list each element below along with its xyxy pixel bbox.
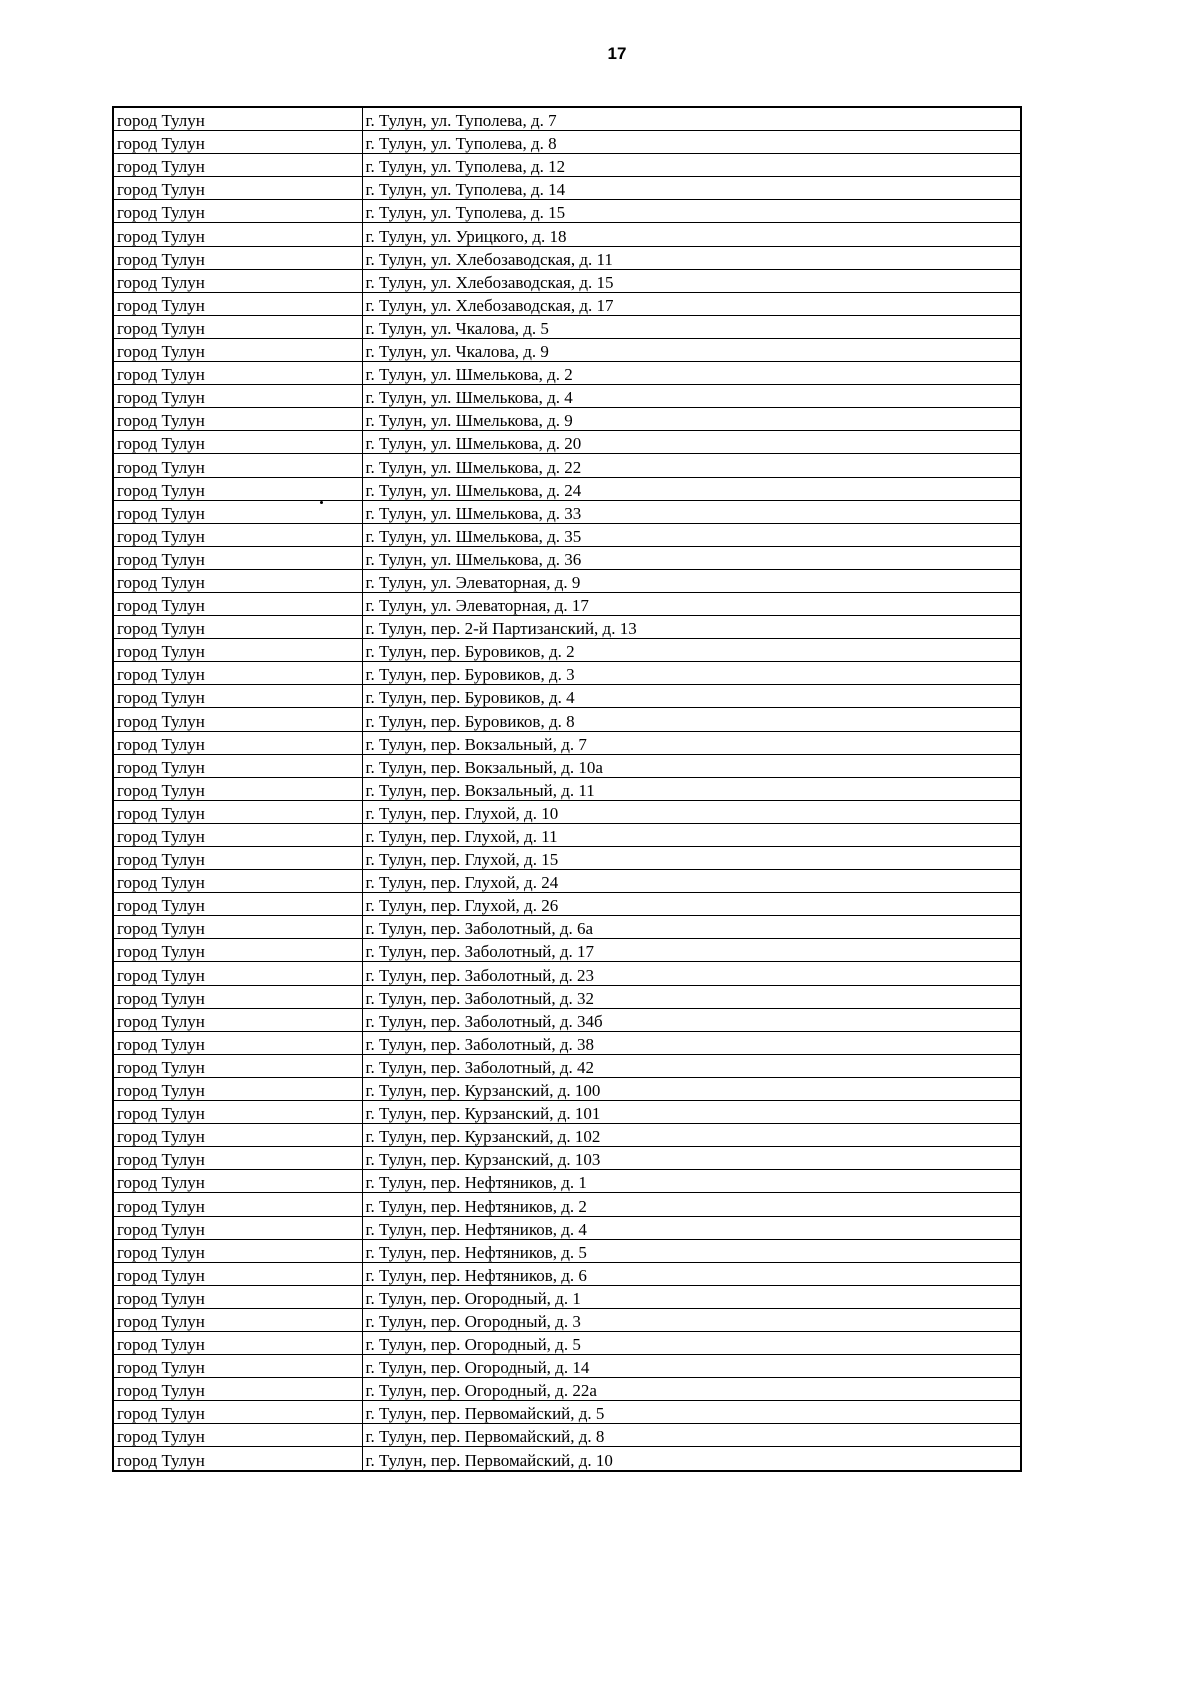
table-row [113, 1239, 1021, 1262]
municipality-cell: город Тулун [113, 1285, 362, 1308]
municipality-cell: город Тулун [113, 338, 362, 361]
municipality-cell: город Тулун [113, 408, 362, 431]
table-row [113, 362, 1021, 385]
table-row [113, 1008, 1021, 1031]
address-cell: г. Тулун, пер. Заболотный, д. 34б [362, 1008, 1021, 1031]
address-cell: г. Тулун, пер. Нефтяников, д. 4 [362, 1216, 1021, 1239]
table-row [113, 523, 1021, 546]
address-cell: г. Тулун, пер. Глухой, д. 24 [362, 870, 1021, 893]
table-row [113, 754, 1021, 777]
municipality-cell: город Тулун [113, 939, 362, 962]
table-row [113, 269, 1021, 292]
municipality-cell: город Тулун [113, 1262, 362, 1285]
address-cell: г. Тулун, пер. Огородный, д. 14 [362, 1355, 1021, 1378]
address-cell: г. Тулун, пер. Глухой, д. 11 [362, 823, 1021, 846]
municipality-cell: город Тулун [113, 1216, 362, 1239]
municipality-cell: город Тулун [113, 546, 362, 569]
municipality-cell: город Тулун [113, 708, 362, 731]
table-row [113, 1447, 1021, 1471]
table-row [113, 1378, 1021, 1401]
municipality-cell: город Тулун [113, 362, 362, 385]
municipality-cell: город Тулун [113, 870, 362, 893]
municipality-cell: город Тулун [113, 131, 362, 154]
table-row [113, 1147, 1021, 1170]
municipality-cell: город Тулун [113, 523, 362, 546]
address-cell: г. Тулун, ул. Чкалова, д. 9 [362, 338, 1021, 361]
municipality-cell: город Тулун [113, 800, 362, 823]
municipality-cell: город Тулун [113, 1054, 362, 1077]
municipality-cell: город Тулун [113, 639, 362, 662]
municipality-cell: город Тулун [113, 1331, 362, 1354]
address-cell: г. Тулун, пер. Нефтяников, д. 5 [362, 1239, 1021, 1262]
table-row [113, 177, 1021, 200]
address-cell: г. Тулун, пер. 2-й Партизанский, д. 13 [362, 616, 1021, 639]
table-row [113, 985, 1021, 1008]
address-cell: г. Тулун, ул. Хлебозаводская, д. 17 [362, 292, 1021, 315]
municipality-cell: город Тулун [113, 1124, 362, 1147]
municipality-cell: город Тулун [113, 847, 362, 870]
address-cell: г. Тулун, пер. Нефтяников, д. 6 [362, 1262, 1021, 1285]
table-row [113, 408, 1021, 431]
address-cell: г. Тулун, пер. Буровиков, д. 3 [362, 662, 1021, 685]
address-cell: г. Тулун, ул. Урицкого, д. 18 [362, 223, 1021, 246]
address-cell: г. Тулун, пер. Буровиков, д. 2 [362, 639, 1021, 662]
municipality-cell: город Тулун [113, 1378, 362, 1401]
municipality-cell: город Тулун [113, 916, 362, 939]
address-cell: г. Тулун, пер. Курзанский, д. 101 [362, 1101, 1021, 1124]
municipality-cell: город Тулун [113, 177, 362, 200]
municipality-cell: город Тулун [113, 662, 362, 685]
municipality-cell: город Тулун [113, 777, 362, 800]
table-row [113, 777, 1021, 800]
municipality-cell: город Тулун [113, 246, 362, 269]
table-row [113, 223, 1021, 246]
table-row [113, 477, 1021, 500]
municipality-cell: город Тулун [113, 154, 362, 177]
address-cell: г. Тулун, пер. Нефтяников, д. 2 [362, 1193, 1021, 1216]
address-cell: г. Тулун, пер. Буровиков, д. 8 [362, 708, 1021, 731]
table-row [113, 154, 1021, 177]
address-cell: г. Тулун, пер. Вокзальный, д. 10а [362, 754, 1021, 777]
address-cell: г. Тулун, пер. Заболотный, д. 23 [362, 962, 1021, 985]
address-table-body [113, 107, 1021, 1471]
address-cell: г. Тулун, ул. Туполева, д. 14 [362, 177, 1021, 200]
table-row [113, 1054, 1021, 1077]
stray-dot [320, 501, 323, 504]
municipality-cell: город Тулун [113, 1008, 362, 1031]
table-row [113, 200, 1021, 223]
address-cell: г. Тулун, пер. Буровиков, д. 4 [362, 685, 1021, 708]
table-row [113, 731, 1021, 754]
municipality-cell: город Тулун [113, 962, 362, 985]
municipality-cell: город Тулун [113, 893, 362, 916]
address-cell: г. Тулун, ул. Элеваторная, д. 9 [362, 569, 1021, 592]
municipality-cell: город Тулун [113, 500, 362, 523]
municipality-cell: город Тулун [113, 569, 362, 592]
address-cell: г. Тулун, пер. Огородный, д. 5 [362, 1331, 1021, 1354]
address-cell: г. Тулун, ул. Шмелькова, д. 4 [362, 385, 1021, 408]
table-row [113, 847, 1021, 870]
municipality-cell: город Тулун [113, 385, 362, 408]
table-row [113, 685, 1021, 708]
address-cell: г. Тулун, ул. Туполева, д. 12 [362, 154, 1021, 177]
municipality-cell: город Тулун [113, 200, 362, 223]
address-cell: г. Тулун, ул. Шмелькова, д. 35 [362, 523, 1021, 546]
table-row [113, 315, 1021, 338]
address-cell: г. Тулун, пер. Первомайский, д. 8 [362, 1424, 1021, 1447]
address-cell: г. Тулун, пер. Огородный, д. 22а [362, 1378, 1021, 1401]
table-row [113, 1424, 1021, 1447]
municipality-cell: город Тулун [113, 431, 362, 454]
municipality-cell: город Тулун [113, 1401, 362, 1424]
address-cell: г. Тулун, ул. Туполева, д. 8 [362, 131, 1021, 154]
table-row [113, 1101, 1021, 1124]
address-cell: г. Тулун, ул. Чкалова, д. 5 [362, 315, 1021, 338]
table-row [113, 292, 1021, 315]
address-cell: г. Тулун, пер. Вокзальный, д. 7 [362, 731, 1021, 754]
address-cell: г. Тулун, ул. Шмелькова, д. 20 [362, 431, 1021, 454]
municipality-cell: город Тулун [113, 477, 362, 500]
address-cell: г. Тулун, ул. Туполева, д. 7 [362, 107, 1021, 131]
table-row [113, 1331, 1021, 1354]
address-cell: г. Тулун, пер. Глухой, д. 15 [362, 847, 1021, 870]
table-row [113, 131, 1021, 154]
page-number: 17 [607, 44, 627, 63]
municipality-cell: город Тулун [113, 1308, 362, 1331]
address-cell: г. Тулун, пер. Нефтяников, д. 1 [362, 1170, 1021, 1193]
municipality-cell: город Тулун [113, 1031, 362, 1054]
municipality-cell: город Тулун [113, 1077, 362, 1100]
table-row [113, 1285, 1021, 1308]
table-row [113, 338, 1021, 361]
municipality-cell: город Тулун [113, 315, 362, 338]
address-cell: г. Тулун, пер. Огородный, д. 3 [362, 1308, 1021, 1331]
municipality-cell: город Тулун [113, 1239, 362, 1262]
address-cell: г. Тулун, ул. Хлебозаводская, д. 11 [362, 246, 1021, 269]
table-row [113, 1170, 1021, 1193]
table-row [113, 916, 1021, 939]
table-row [113, 246, 1021, 269]
table-row [113, 893, 1021, 916]
address-cell: г. Тулун, ул. Шмелькова, д. 33 [362, 500, 1021, 523]
address-cell: г. Тулун, ул. Шмелькова, д. 22 [362, 454, 1021, 477]
table-row [113, 939, 1021, 962]
table-row [113, 500, 1021, 523]
table-row [113, 431, 1021, 454]
table-row [113, 1193, 1021, 1216]
table-row [113, 1401, 1021, 1424]
address-cell: г. Тулун, пер. Огородный, д. 1 [362, 1285, 1021, 1308]
municipality-cell: город Тулун [113, 107, 362, 131]
municipality-cell: город Тулун [113, 223, 362, 246]
table-row [113, 1262, 1021, 1285]
municipality-cell: город Тулун [113, 454, 362, 477]
table-row [113, 385, 1021, 408]
table-row [113, 639, 1021, 662]
address-cell: г. Тулун, пер. Заболотный, д. 32 [362, 985, 1021, 1008]
address-cell: г. Тулун, ул. Туполева, д. 15 [362, 200, 1021, 223]
table-row [113, 1216, 1021, 1239]
address-table [112, 106, 1022, 1472]
address-cell: г. Тулун, ул. Шмелькова, д. 2 [362, 362, 1021, 385]
municipality-cell: город Тулун [113, 1424, 362, 1447]
table-row [113, 1031, 1021, 1054]
address-cell: г. Тулун, ул. Элеваторная, д. 17 [362, 592, 1021, 615]
table-row [113, 107, 1021, 131]
address-cell: г. Тулун, пер. Вокзальный, д. 11 [362, 777, 1021, 800]
municipality-cell: город Тулун [113, 1101, 362, 1124]
address-cell: г. Тулун, ул. Шмелькова, д. 9 [362, 408, 1021, 431]
table-row [113, 1355, 1021, 1378]
address-cell: г. Тулун, пер. Заболотный, д. 42 [362, 1054, 1021, 1077]
address-cell: г. Тулун, пер. Первомайский, д. 5 [362, 1401, 1021, 1424]
table-row [113, 823, 1021, 846]
address-cell: г. Тулун, пер. Курзанский, д. 100 [362, 1077, 1021, 1100]
address-cell: г. Тулун, пер. Курзанский, д. 102 [362, 1124, 1021, 1147]
table-row [113, 569, 1021, 592]
address-cell: г. Тулун, пер. Заболотный, д. 38 [362, 1031, 1021, 1054]
address-cell: г. Тулун, пер. Заболотный, д. 6а [362, 916, 1021, 939]
municipality-cell: город Тулун [113, 1447, 362, 1471]
municipality-cell: город Тулун [113, 1193, 362, 1216]
address-cell: г. Тулун, пер. Курзанский, д. 103 [362, 1147, 1021, 1170]
address-cell: г. Тулун, пер. Первомайский, д. 10 [362, 1447, 1021, 1471]
municipality-cell: город Тулун [113, 823, 362, 846]
address-cell: г. Тулун, пер. Глухой, д. 10 [362, 800, 1021, 823]
municipality-cell: город Тулун [113, 592, 362, 615]
table-row [113, 962, 1021, 985]
table-row [113, 616, 1021, 639]
table-row [113, 1077, 1021, 1100]
municipality-cell: город Тулун [113, 731, 362, 754]
table-row [113, 1124, 1021, 1147]
municipality-cell: город Тулун [113, 754, 362, 777]
municipality-cell: город Тулун [113, 685, 362, 708]
municipality-cell: город Тулун [113, 616, 362, 639]
municipality-cell: город Тулун [113, 292, 362, 315]
address-cell: г. Тулун, ул. Шмелькова, д. 36 [362, 546, 1021, 569]
table-row [113, 546, 1021, 569]
address-cell: г. Тулун, ул. Хлебозаводская, д. 15 [362, 269, 1021, 292]
table-row [113, 870, 1021, 893]
table-row [113, 662, 1021, 685]
municipality-cell: город Тулун [113, 1355, 362, 1378]
address-cell: г. Тулун, пер. Глухой, д. 26 [362, 893, 1021, 916]
municipality-cell: город Тулун [113, 1147, 362, 1170]
table-row [113, 592, 1021, 615]
table-row [113, 1308, 1021, 1331]
address-cell: г. Тулун, ул. Шмелькова, д. 24 [362, 477, 1021, 500]
address-cell: г. Тулун, пер. Заболотный, д. 17 [362, 939, 1021, 962]
table-row [113, 800, 1021, 823]
municipality-cell: город Тулун [113, 269, 362, 292]
municipality-cell: город Тулун [113, 985, 362, 1008]
municipality-cell: город Тулун [113, 1170, 362, 1193]
table-row [113, 708, 1021, 731]
table-row [113, 454, 1021, 477]
